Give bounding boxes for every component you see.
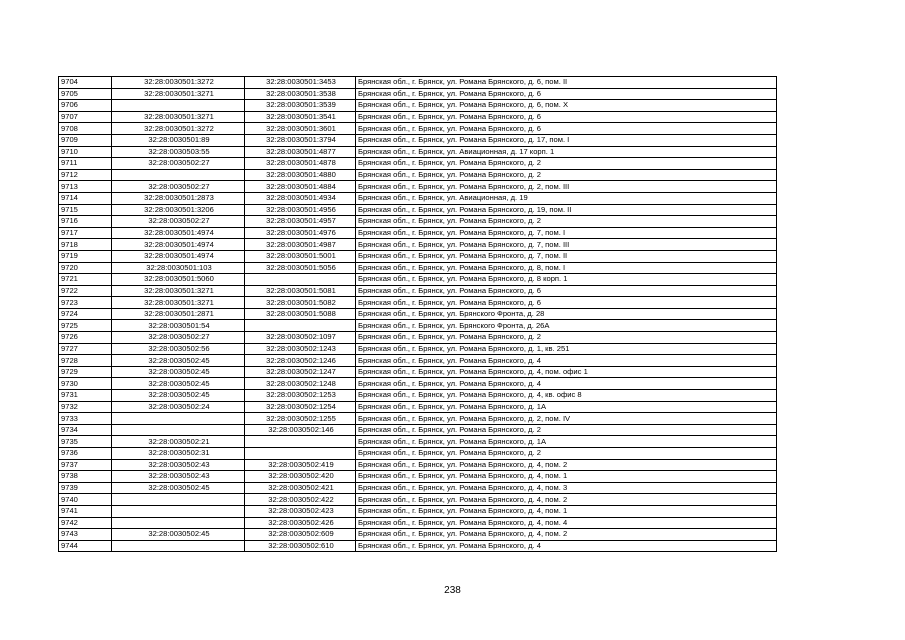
cadastral-number-cell [112, 494, 245, 506]
row-number-cell: 9732 [59, 401, 112, 413]
cadastral-number-cell: 32:28:0030502:423 [245, 505, 356, 517]
table-row [59, 274, 777, 286]
cadastral-number-cell: 32:28:0030502:1097 [245, 332, 356, 344]
address-cell: Брянская обл., г. Брянск, ул. Романа Брянского, д. 4 [356, 378, 777, 390]
row-number-cell: 9717 [59, 227, 112, 239]
cadastral-number-cell: 32:28:0030502:45 [112, 390, 245, 402]
row-number-cell: 9716 [59, 216, 112, 228]
cadastral-number-cell: 32:28:0030502:27 [112, 332, 245, 344]
address-cell: Брянская обл., г. Брянск, ул. Романа Брянского, д. 4 [356, 355, 777, 367]
address-cell: Брянская обл., г. Брянск, ул. Романа Брянского, д. 2 [356, 424, 777, 436]
row-number-cell: 9727 [59, 343, 112, 355]
address-cell: Брянская обл., г. Брянск, ул. Романа Брянского, д. 4, пом. 1 [356, 505, 777, 517]
cadastral-number-cell [112, 517, 245, 529]
address-cell: Брянская обл., г. Брянск, ул. Романа Брянского, д. 2 [356, 216, 777, 228]
row-number-cell: 9719 [59, 250, 112, 262]
row-number-cell: 9708 [59, 123, 112, 135]
cadastral-number-cell: 32:28:0030502:146 [245, 424, 356, 436]
table-row [59, 436, 777, 448]
cadastral-number-cell: 32:28:0030501:5001 [245, 250, 356, 262]
table-row [59, 216, 777, 228]
row-number-cell: 9713 [59, 181, 112, 193]
cadastral-number-cell: 32:28:0030501:3272 [112, 77, 245, 89]
cadastral-number-cell: 32:28:0030501:3538 [245, 88, 356, 100]
cadastral-number-cell [245, 436, 356, 448]
cadastral-number-cell: 32:28:0030501:4987 [245, 239, 356, 251]
table-row [59, 320, 777, 332]
table-row [59, 517, 777, 529]
row-number-cell: 9715 [59, 204, 112, 216]
page-number: 238 [444, 585, 461, 596]
cadastral-number-cell [245, 274, 356, 286]
cadastral-number-cell: 32:28:0030501:4974 [112, 227, 245, 239]
table-row [59, 262, 777, 274]
row-number-cell: 9723 [59, 297, 112, 309]
cadastral-number-cell: 32:28:0030501:89 [112, 134, 245, 146]
address-cell: Брянская обл., г. Брянск, ул. Романа Брянского, д. 4, пом. 2 [356, 529, 777, 541]
row-number-cell: 9724 [59, 308, 112, 320]
row-number-cell: 9737 [59, 459, 112, 471]
row-number-cell: 9734 [59, 424, 112, 436]
cadastral-number-cell: 32:28:0030501:3271 [112, 285, 245, 297]
address-cell: Брянская обл., г. Брянск, ул. Романа Брянского, д. 1А [356, 401, 777, 413]
cadastral-number-cell: 32:28:0030502:45 [112, 482, 245, 494]
row-number-cell: 9729 [59, 366, 112, 378]
table-row [59, 250, 777, 262]
address-cell: Брянская обл., г. Брянск, ул. Романа Брянского, д. 2 [356, 332, 777, 344]
cadastral-number-cell: 32:28:0030502:609 [245, 529, 356, 541]
address-cell: Брянская обл., г. Брянск, ул. Романа Брянского, д. 6 [356, 88, 777, 100]
table-row [59, 494, 777, 506]
address-cell: Брянская обл., г. Брянск, ул. Авиационная, д. 19 [356, 192, 777, 204]
cadastral-number-cell: 32:28:0030502:24 [112, 401, 245, 413]
address-cell: Брянская обл., г. Брянск, ул. Авиационная, д. 17 корп. 1 [356, 146, 777, 158]
cadastral-number-cell: 32:28:0030501:4956 [245, 204, 356, 216]
cadastral-number-cell: 32:28:0030503:55 [112, 146, 245, 158]
cadastral-number-cell [112, 169, 245, 181]
row-number-cell: 9718 [59, 239, 112, 251]
address-cell: Брянская обл., г. Брянск, ул. Романа Брянского, д. 4, пом. 2 [356, 494, 777, 506]
table-row [59, 134, 777, 146]
cadastral-number-cell: 32:28:0030501:3206 [112, 204, 245, 216]
cadastral-number-cell: 32:28:0030501:4957 [245, 216, 356, 228]
table-row [59, 77, 777, 89]
row-number-cell: 9743 [59, 529, 112, 541]
cadastral-number-cell: 32:28:0030502:21 [112, 436, 245, 448]
row-number-cell: 9721 [59, 274, 112, 286]
cadastral-number-cell: 32:28:0030501:2873 [112, 192, 245, 204]
address-cell: Брянская обл., г. Брянск, ул. Романа Брянского, д. 6 [356, 111, 777, 123]
cadastral-number-cell: 32:28:0030502:1243 [245, 343, 356, 355]
cadastral-number-cell: 32:28:0030502:31 [112, 448, 245, 460]
row-number-cell: 9707 [59, 111, 112, 123]
address-cell: Брянская обл., г. Брянск, ул. Романа Брянского, д. 2 [356, 169, 777, 181]
table-row [59, 378, 777, 390]
address-cell: Брянская обл., г. Брянск, ул. Романа Брянского, д. 17, пом. I [356, 134, 777, 146]
table-row [59, 505, 777, 517]
table-row [59, 308, 777, 320]
cadastral-number-cell: 32:28:0030501:4877 [245, 146, 356, 158]
row-number-cell: 9738 [59, 471, 112, 483]
cadastral-number-cell: 32:28:0030501:3794 [245, 134, 356, 146]
cadastral-number-cell: 32:28:0030501:5082 [245, 297, 356, 309]
address-cell: Брянская обл., г. Брянск, ул. Брянского Фронта, д. 26А [356, 320, 777, 332]
cadastral-number-cell: 32:28:0030501:103 [112, 262, 245, 274]
cadastral-number-cell: 32:28:0030502:422 [245, 494, 356, 506]
cadastral-number-cell: 32:28:0030502:610 [245, 540, 356, 552]
table-row [59, 100, 777, 112]
cadastral-number-cell: 32:28:0030501:2871 [112, 308, 245, 320]
cadastral-number-cell: 32:28:0030501:3271 [112, 297, 245, 309]
row-number-cell: 9722 [59, 285, 112, 297]
cadastral-number-cell: 32:28:0030502:1254 [245, 401, 356, 413]
table-row [59, 343, 777, 355]
table-row [59, 123, 777, 135]
cadastral-number-cell: 32:28:0030501:3272 [112, 123, 245, 135]
address-cell: Брянская обл., г. Брянск, ул. Романа Брянского, д. 4, пом. 4 [356, 517, 777, 529]
table-row [59, 192, 777, 204]
row-number-cell: 9731 [59, 390, 112, 402]
cadastral-number-cell: 32:28:0030501:4884 [245, 181, 356, 193]
address-cell: Брянская обл., г. Брянск, ул. Романа Брянского, д. 6, пом. X [356, 100, 777, 112]
row-number-cell: 9741 [59, 505, 112, 517]
cadastral-number-cell: 32:28:0030501:54 [112, 320, 245, 332]
cadastral-number-cell: 32:28:0030502:43 [112, 459, 245, 471]
cadastral-number-cell: 32:28:0030501:4934 [245, 192, 356, 204]
address-cell: Брянская обл., г. Брянск, ул. Романа Брянского, д. 4, пом. офис 1 [356, 366, 777, 378]
cadastral-number-cell [112, 413, 245, 425]
cadastral-number-cell [112, 505, 245, 517]
cadastral-number-cell: 32:28:0030501:3541 [245, 111, 356, 123]
cadastral-number-cell [112, 424, 245, 436]
row-number-cell: 9742 [59, 517, 112, 529]
address-cell: Брянская обл., г. Брянск, ул. Романа Брянского, д. 2 [356, 448, 777, 460]
address-cell: Брянская обл., г. Брянск, ул. Романа Брянского, д. 7, пом. III [356, 239, 777, 251]
row-number-cell: 9736 [59, 448, 112, 460]
table-row [59, 390, 777, 402]
cadastral-number-cell: 32:28:0030502:27 [112, 181, 245, 193]
cadastral-number-cell: 32:28:0030501:5081 [245, 285, 356, 297]
address-cell: Брянская обл., г. Брянск, ул. Романа Брянского, д. 2, пом. III [356, 181, 777, 193]
cadastral-number-cell: 32:28:0030502:1255 [245, 413, 356, 425]
cadastral-number-cell: 32:28:0030501:3271 [112, 88, 245, 100]
cadastral-number-cell: 32:28:0030501:3271 [112, 111, 245, 123]
cadastral-number-cell: 32:28:0030502:43 [112, 471, 245, 483]
cadastral-number-cell: 32:28:0030502:27 [112, 216, 245, 228]
cadastral-number-cell: 32:28:0030502:45 [112, 529, 245, 541]
row-number-cell: 9705 [59, 88, 112, 100]
address-cell: Брянская обл., г. Брянск, ул. Романа Брянского, д. 1, кв. 251 [356, 343, 777, 355]
cadastral-number-cell: 32:28:0030502:45 [112, 378, 245, 390]
cadastral-number-cell: 32:28:0030502:27 [112, 158, 245, 170]
cadastral-number-cell: 32:28:0030502:45 [112, 366, 245, 378]
cadastral-number-cell [245, 448, 356, 460]
table-row [59, 146, 777, 158]
cadastral-number-cell: 32:28:0030501:4878 [245, 158, 356, 170]
cadastral-number-cell: 32:28:0030501:5088 [245, 308, 356, 320]
table-row [59, 297, 777, 309]
address-cell: Брянская обл., г. Брянск, ул. Романа Брянского, д. 6, пом. II [356, 77, 777, 89]
table-row [59, 529, 777, 541]
table-row [59, 158, 777, 170]
cadastral-number-cell: 32:28:0030502:421 [245, 482, 356, 494]
address-cell: Брянская обл., г. Брянск, ул. Романа Брянского, д. 4 [356, 540, 777, 552]
address-cell: Брянская обл., г. Брянск, ул. Романа Брянского, д. 6 [356, 123, 777, 135]
cadastral-number-cell [245, 320, 356, 332]
address-cell: Брянская обл., г. Брянск, ул. Романа Брянского, д. 4, кв. офис 8 [356, 390, 777, 402]
cadastral-number-cell: 32:28:0030502:1247 [245, 366, 356, 378]
registry-table [58, 76, 777, 552]
row-number-cell: 9735 [59, 436, 112, 448]
address-cell: Брянская обл., г. Брянск, ул. Романа Брянского, д. 4, пом. 3 [356, 482, 777, 494]
table-row [59, 448, 777, 460]
address-cell: Брянская обл., г. Брянск, ул. Брянского Фронта, д. 28 [356, 308, 777, 320]
row-number-cell: 9730 [59, 378, 112, 390]
address-cell: Брянская обл., г. Брянск, ул. Романа Брянского, д. 4, пом. 1 [356, 471, 777, 483]
table-row [59, 227, 777, 239]
address-cell: Брянская обл., г. Брянск, ул. Романа Брянского, д. 1А [356, 436, 777, 448]
row-number-cell: 9744 [59, 540, 112, 552]
cadastral-number-cell: 32:28:0030501:5060 [112, 274, 245, 286]
table-row [59, 204, 777, 216]
row-number-cell: 9711 [59, 158, 112, 170]
table-row [59, 181, 777, 193]
cadastral-number-cell [112, 100, 245, 112]
address-cell: Брянская обл., г. Брянск, ул. Романа Брянского, д. 2 [356, 158, 777, 170]
row-number-cell: 9706 [59, 100, 112, 112]
cadastral-number-cell: 32:28:0030501:4976 [245, 227, 356, 239]
table-row [59, 111, 777, 123]
address-cell: Брянская обл., г. Брянск, ул. Романа Брянского, д. 8, пом. I [356, 262, 777, 274]
cadastral-number-cell: 32:28:0030502:1248 [245, 378, 356, 390]
address-cell: Брянская обл., г. Брянск, ул. Романа Брянского, д. 2, пом. IV [356, 413, 777, 425]
cadastral-number-cell: 32:28:0030502:56 [112, 343, 245, 355]
row-number-cell: 9728 [59, 355, 112, 367]
cadastral-number-cell: 32:28:0030502:1253 [245, 390, 356, 402]
table-row [59, 88, 777, 100]
table-row [59, 459, 777, 471]
cadastral-number-cell: 32:28:0030502:45 [112, 355, 245, 367]
table-row [59, 169, 777, 181]
table-row [59, 366, 777, 378]
table-row [59, 239, 777, 251]
registry-table-body [59, 77, 777, 552]
cadastral-number-cell: 32:28:0030502:420 [245, 471, 356, 483]
address-cell: Брянская обл., г. Брянск, ул. Романа Брянского, д. 4, пом. 2 [356, 459, 777, 471]
address-cell: Брянская обл., г. Брянск, ул. Романа Брянского, д. 7, пом. I [356, 227, 777, 239]
row-number-cell: 9714 [59, 192, 112, 204]
table-row [59, 355, 777, 367]
table-row [59, 482, 777, 494]
cadastral-number-cell: 32:28:0030501:3539 [245, 100, 356, 112]
row-number-cell: 9710 [59, 146, 112, 158]
cadastral-number-cell: 32:28:0030502:426 [245, 517, 356, 529]
row-number-cell: 9709 [59, 134, 112, 146]
cadastral-number-cell: 32:28:0030501:4974 [112, 250, 245, 262]
row-number-cell: 9740 [59, 494, 112, 506]
table-row [59, 401, 777, 413]
row-number-cell: 9733 [59, 413, 112, 425]
address-cell: Брянская обл., г. Брянск, ул. Романа Брянского, д. 7, пом. II [356, 250, 777, 262]
cadastral-number-cell: 32:28:0030501:3601 [245, 123, 356, 135]
address-cell: Брянская обл., г. Брянск, ул. Романа Брянского, д. 8 корп. 1 [356, 274, 777, 286]
table-row [59, 285, 777, 297]
row-number-cell: 9726 [59, 332, 112, 344]
table-row [59, 424, 777, 436]
cadastral-number-cell: 32:28:0030502:1246 [245, 355, 356, 367]
address-cell: Брянская обл., г. Брянск, ул. Романа Брянского, д. 6 [356, 285, 777, 297]
address-cell: Брянская обл., г. Брянск, ул. Романа Брянского, д. 6 [356, 297, 777, 309]
address-cell: Брянская обл., г. Брянск, ул. Романа Брянского, д. 19, пом. II [356, 204, 777, 216]
table-row [59, 332, 777, 344]
table-row [59, 540, 777, 552]
cadastral-number-cell: 32:28:0030501:4880 [245, 169, 356, 181]
cadastral-number-cell [112, 540, 245, 552]
cadastral-number-cell: 32:28:0030501:5056 [245, 262, 356, 274]
row-number-cell: 9704 [59, 77, 112, 89]
row-number-cell: 9739 [59, 482, 112, 494]
row-number-cell: 9712 [59, 169, 112, 181]
cadastral-number-cell: 32:28:0030501:4974 [112, 239, 245, 251]
row-number-cell: 9720 [59, 262, 112, 274]
table-row [59, 471, 777, 483]
cadastral-number-cell: 32:28:0030501:3453 [245, 77, 356, 89]
cadastral-number-cell: 32:28:0030502:419 [245, 459, 356, 471]
row-number-cell: 9725 [59, 320, 112, 332]
table-row [59, 413, 777, 425]
